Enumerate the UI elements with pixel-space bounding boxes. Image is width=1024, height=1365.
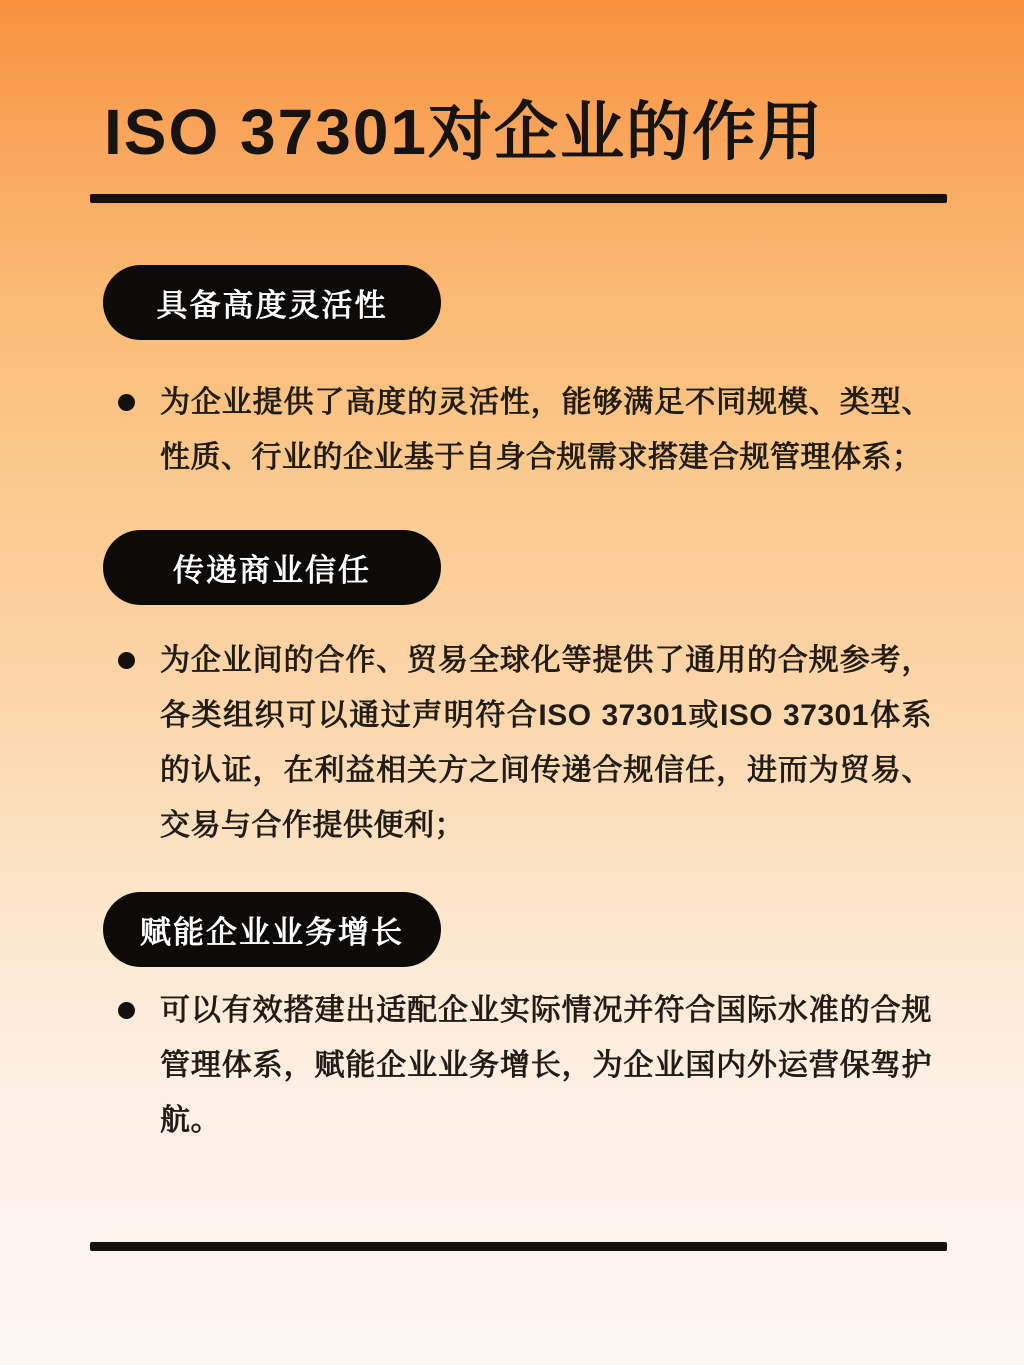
bullet-line: 为企业间的合作、贸易全球化等提供了通用的合规参考，	[160, 644, 932, 677]
section-badge-trust	[103, 530, 441, 605]
page-title: ISO 37301对企业的作用	[104, 96, 824, 168]
bullet-line: 交易与合作提供便利；	[160, 809, 465, 842]
bullet-line: 的认证，在利益相关方之间传递合规信任，进而为贸易、	[160, 754, 932, 787]
bullet-item-growth	[118, 983, 932, 1148]
bullet-item-trust	[118, 633, 932, 853]
bullet-line: 管理体系，赋能企业业务增长，为企业国内外运营保驾护	[160, 1049, 932, 1082]
bullet-dot	[118, 1002, 135, 1019]
section-badge-flexibility	[103, 265, 441, 340]
bullet-dot	[118, 652, 135, 669]
section-badge-growth	[103, 892, 441, 967]
bullet-line: 各类组织可以通过声明符合ISO 37301或ISO 37301体系	[160, 699, 932, 732]
bullet-text	[160, 983, 932, 1148]
bullet-text	[160, 375, 932, 485]
bullet-dot	[118, 394, 135, 411]
bullet-line: 性质、行业的企业基于自身合规需求搭建合规管理体系；	[160, 441, 923, 474]
badge-label: 传递商业信任	[173, 553, 371, 588]
title-underline	[90, 194, 947, 203]
footer-rule	[90, 1242, 947, 1251]
bullet-line: 航。	[160, 1104, 221, 1137]
bullet-text	[160, 633, 932, 853]
bullet-item-flexibility	[118, 375, 932, 485]
bullet-line: 可以有效搭建出适配企业实际情况并符合国际水准的合规	[160, 994, 932, 1027]
badge-label: 具备高度灵活性	[156, 288, 388, 323]
bullet-line: 为企业提供了高度的灵活性，能够满足不同规模、类型、	[160, 386, 932, 419]
badge-label: 赋能企业业务增长	[140, 915, 404, 950]
